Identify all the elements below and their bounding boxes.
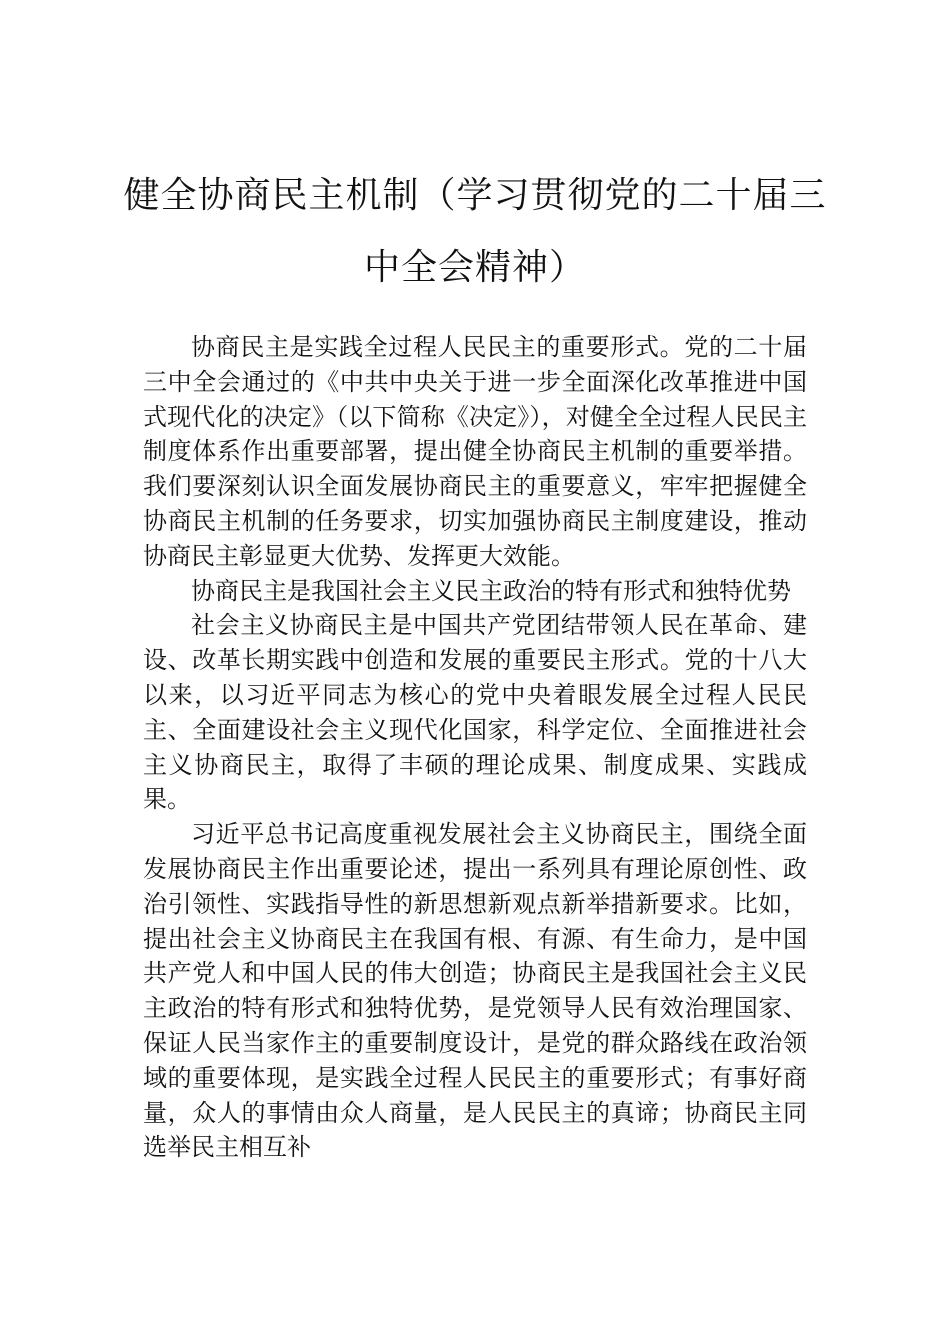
paragraph-xi-remarks: 习近平总书记高度重视发展社会主义协商民主，围绕全面发展协商民主作出重要论述，提出一系列具有理论原创性、政治引领性、实践指导性的新思想新观点新举措新要求。比如，提出社会主义协商民主在我国有根、有源、有生命力，是中国共产党人和中国人民的伟大创造；协商民主是我国社会主义民主政治的特有形式和独特优势，是党领导人民有效治理国家、保证人民当家作主的重要制度设计，是党的群众路线在政治领域的重要体现，是实践全过程人民民主的重要形式；有事好商量，众人的事情由众人商量，是人民民主的真谛；协商民主同选举民主相互补 [143,820,807,1162]
section-heading: 协商民主是我国社会主义民主政治的特有形式和独特优势 [191,576,791,605]
document-title: 健全协商民主机制（学习贯彻党的二十届三中全会精神） [123,175,827,288]
paragraph-history: 社会主义协商民主是中国共产党团结带领人民在革命、建设、改革长期实践中创造和发展的重要民主形式。党的十八大以来，以习近平同志为核心的党中央着眼发展全过程人民民主、全面建设社会主义现代化国家，科学定位、全面推进社会主义协商民主，取得了丰硕的理论成果、制度成果、实践成果。 [143,611,807,814]
document-body [143,330,807,1165]
paragraph-intro: 协商民主是实践全过程人民民主的重要形式。党的二十届三中全会通过的《中共中央关于进一步全面深化改革推进中国式现代化的决定》（以下简称《决定》），对健全全过程人民民主制度体系作出重要部署，提出健全协商民主机制的重要举措。我们要深刻认识全面发展协商民主的重要意义，牢牢把握健全协商民主机制的任务要求，切实加强协商民主制度建设，推动协商民主彰显更大优势、发挥更大效能。 [143,333,807,570]
